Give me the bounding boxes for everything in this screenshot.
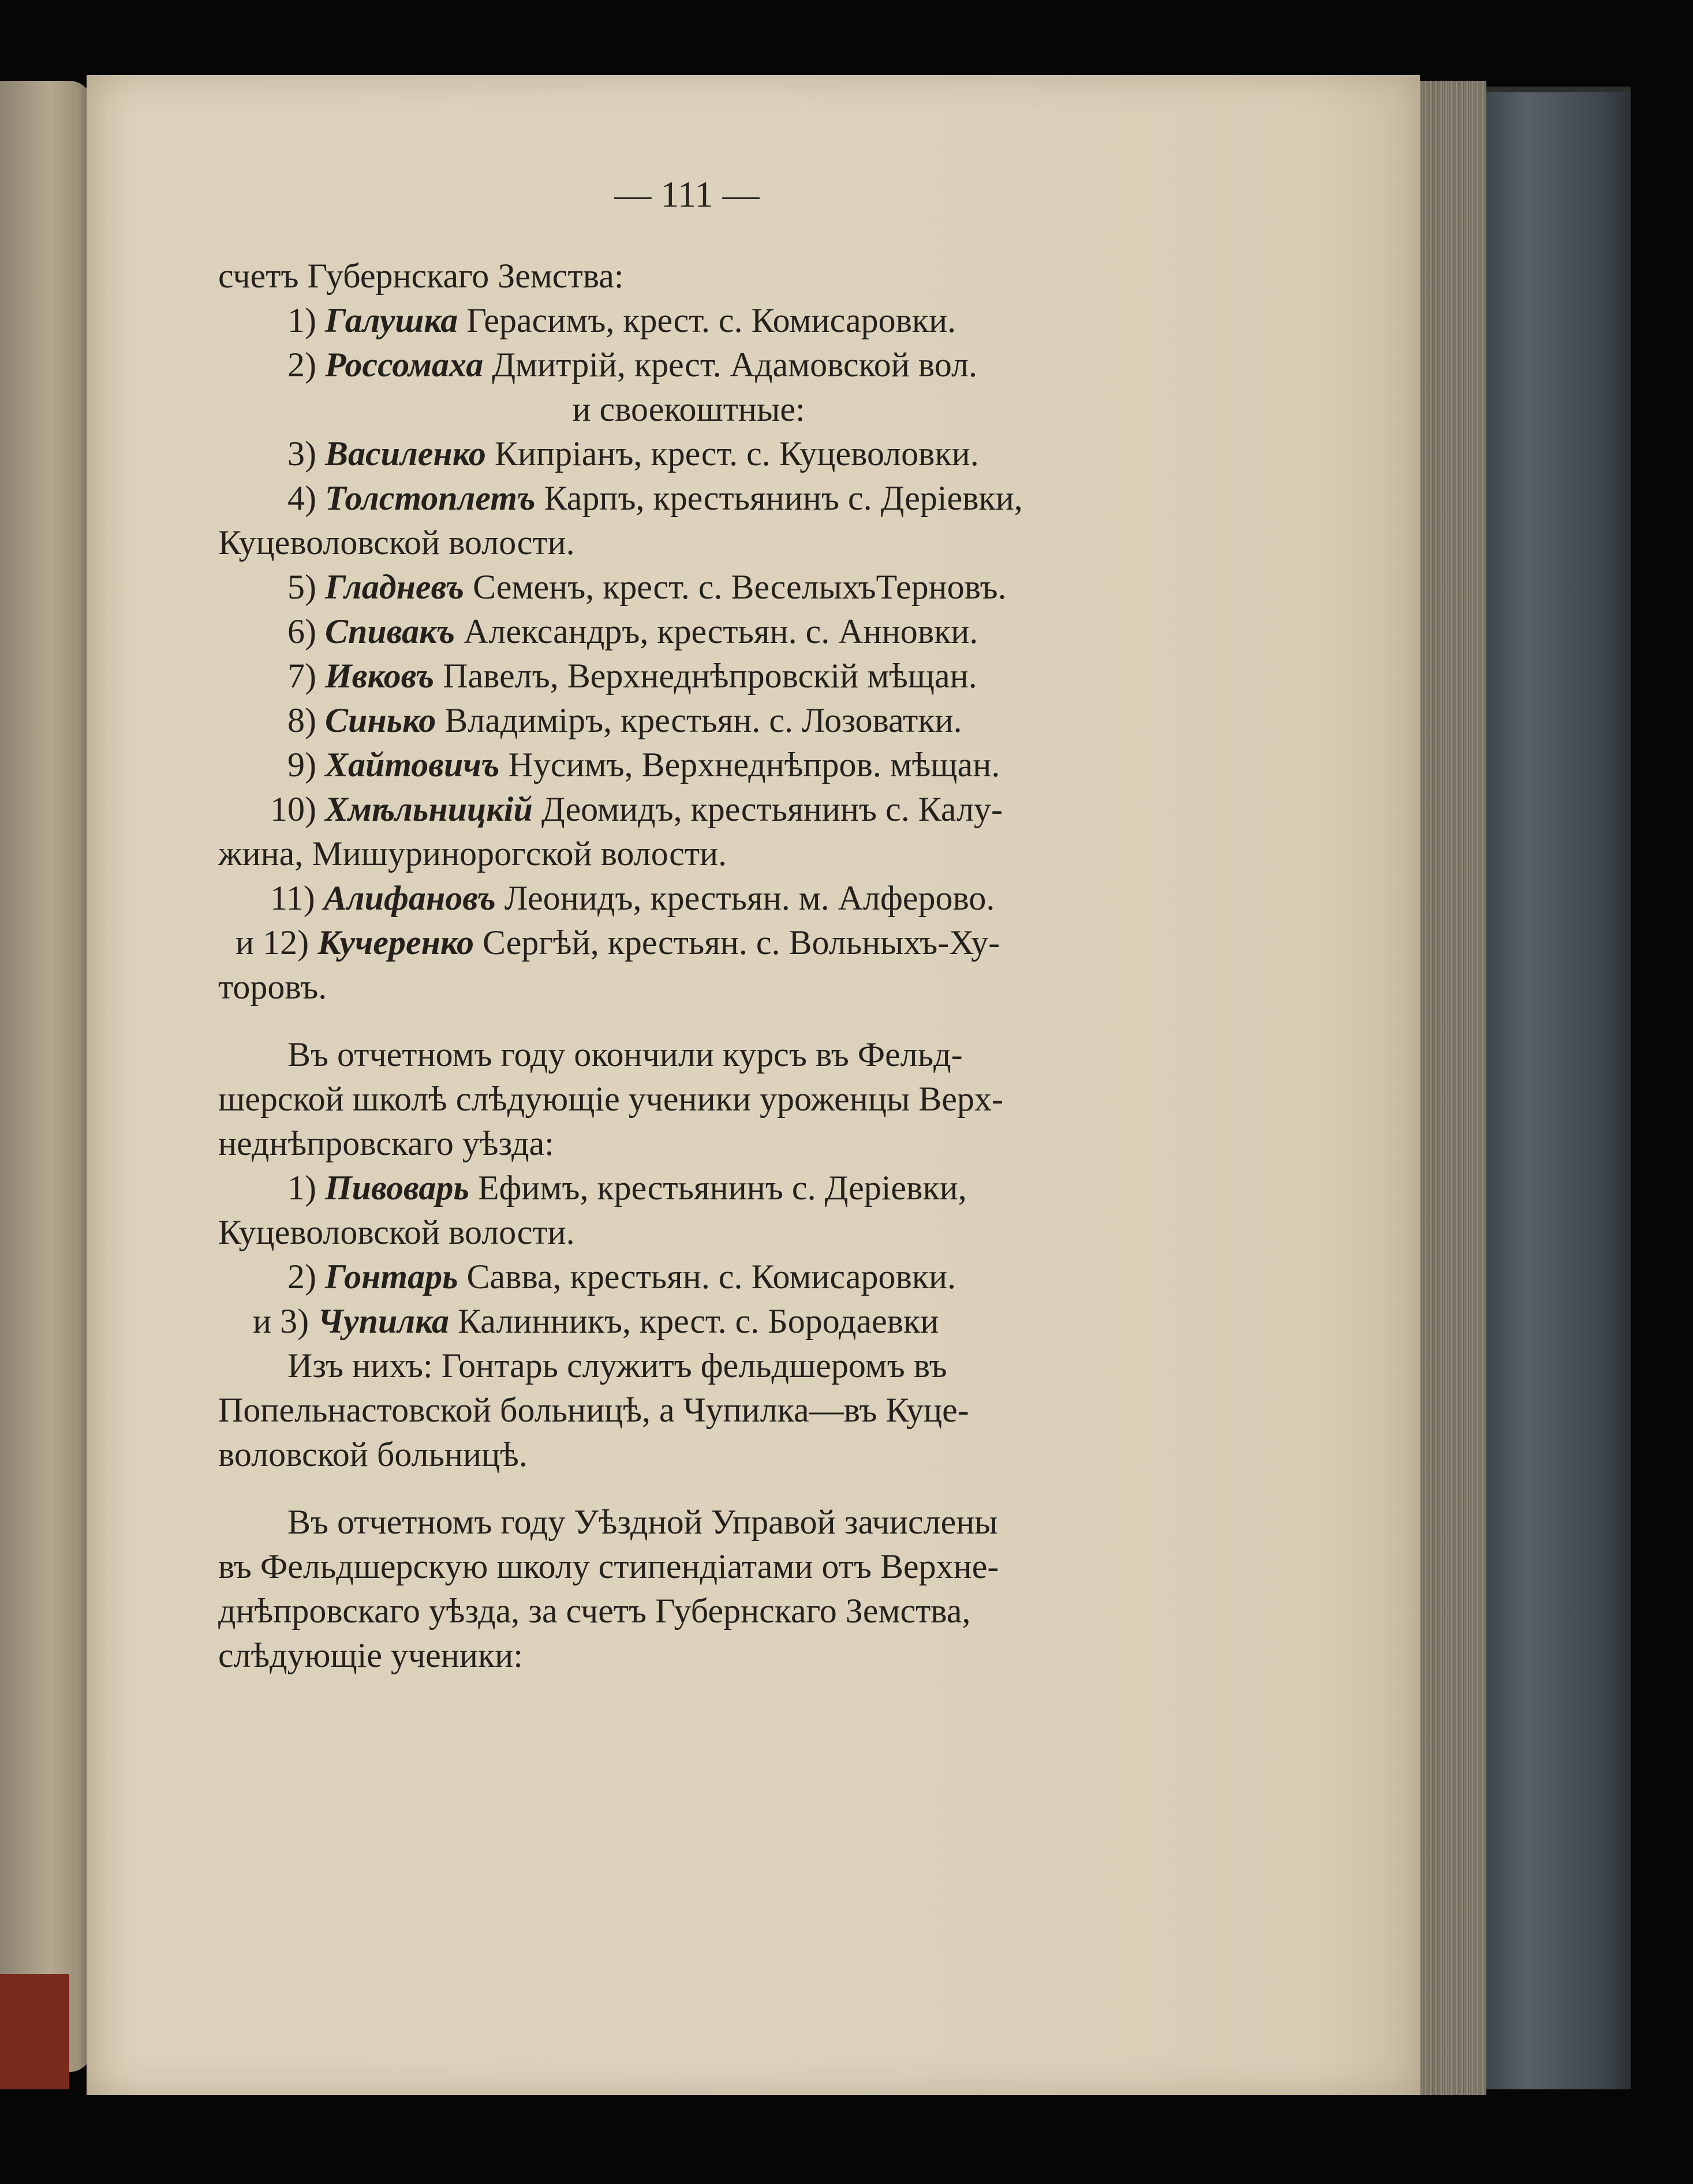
list-item (218, 1166, 1159, 1210)
list-item (218, 343, 1159, 387)
person-surname: Синько (324, 701, 436, 739)
text-line: Попельнастовской больницѣ, а Чупилка—въ Куце- (218, 1391, 969, 1429)
text-line: Куцеволовской волости. (218, 523, 575, 562)
person-surname: Россомаха (324, 346, 484, 384)
text-line: Въ отчетномъ году Уѣздной Управой зачислены (287, 1503, 998, 1541)
person-surname: Гладневъ (324, 568, 465, 606)
list-item (218, 1299, 1159, 1344)
list-item (218, 787, 1159, 832)
list-item (218, 432, 1159, 476)
person-surname: Чупилка (317, 1302, 450, 1340)
item-number: 6) (287, 612, 316, 650)
list-item (218, 298, 1159, 343)
list-item (218, 876, 1159, 921)
list-item (218, 743, 1159, 787)
text-line: торовъ. (218, 968, 327, 1006)
list-item (218, 1255, 1159, 1299)
item-text: Владиміръ, крестьян. с. Лозоватки. (436, 701, 962, 739)
list-item (218, 921, 1159, 965)
item-text: Александръ, крестьян. с. Анновки. (455, 612, 978, 650)
text-line: жина, Мишуринорогской волости. (218, 835, 727, 873)
item-number: 1) (287, 1169, 316, 1207)
item-text: Ефимъ, крестьянинъ с. Деріевки, (469, 1169, 967, 1207)
list-item (218, 698, 1159, 743)
text-line: днѣпровскаго уѣзда, за счетъ Губернскаго Земства, (218, 1592, 971, 1630)
item-text: Герасимъ, крест. с. Комисаровки. (458, 301, 956, 339)
person-surname: Алифановъ (323, 879, 496, 917)
text-line: неднѣпровскаго уѣзда: (218, 1124, 554, 1162)
item-number: 9) (287, 746, 316, 784)
item-text: Павелъ, Верхнеднѣпровскій мѣщан. (434, 657, 977, 695)
person-surname: Гонтарь (324, 1258, 458, 1296)
item-number: и 3) (253, 1302, 309, 1340)
list-item (218, 565, 1159, 609)
person-surname: Ивковъ (324, 657, 435, 695)
item-number: 8) (287, 701, 316, 739)
item-number: 10) (270, 790, 316, 828)
person-surname: Спивакъ (324, 612, 455, 650)
item-number: и 12) (236, 923, 309, 962)
section-subheading: и своекоштные: (572, 390, 805, 428)
text-line: въ Фельдшерскую школу стипендіатами отъ Верхне- (218, 1547, 999, 1585)
text-line: Изъ нихъ: Гонтарь служитъ фельдшеромъ въ (287, 1347, 947, 1385)
item-number: 3) (287, 435, 316, 473)
left-cover-corner (0, 1974, 69, 2089)
item-number: 7) (287, 657, 316, 695)
item-number: 5) (287, 568, 316, 606)
person-surname: Василенко (324, 435, 486, 473)
item-text: Калинникъ, крест. с. Бородаевки (449, 1302, 939, 1340)
text-line: Въ отчетномъ году окончили курсъ въ Фельд- (287, 1035, 963, 1074)
page-number: — 111 — (614, 174, 760, 215)
list-item (218, 609, 1159, 654)
item-number: 1) (287, 301, 316, 339)
person-surname: Кучеренко (317, 923, 474, 962)
item-number: 2) (287, 346, 316, 384)
person-surname: Хайтовичъ (324, 746, 500, 784)
person-surname: Хмѣльницкій (324, 790, 533, 828)
text-line: Куцеволовской волости. (218, 1213, 575, 1251)
item-number: 2) (287, 1258, 316, 1296)
left-page-edge (0, 81, 92, 2072)
text-line: воловской больницѣ. (218, 1435, 528, 1474)
item-number: 4) (287, 479, 316, 517)
text-line: счетъ Губернскаго Земства: (218, 257, 624, 295)
person-surname: Галушка (324, 301, 458, 339)
text-line: шерской школѣ слѣдующіе ученики уроженцы Верх- (218, 1080, 1003, 1118)
book-cover-right (1483, 92, 1631, 2089)
item-text: Деомидъ, крестьянинъ с. Калу- (532, 790, 1003, 828)
person-surname: Пивоварь (324, 1169, 469, 1207)
list-item (218, 654, 1159, 698)
item-text: Карпъ, крестьянинъ с. Деріевки, (535, 479, 1023, 517)
page-text (218, 254, 1159, 1678)
page-stack-edges (1417, 81, 1486, 2095)
item-text: Кипріанъ, крест. с. Куцеволовки. (485, 435, 979, 473)
item-text: Нусимъ, Верхнеднѣпров. мѣщан. (499, 746, 1000, 784)
item-text: Леонидъ, крестьян. м. Алферово. (495, 879, 995, 917)
item-number: 11) (270, 879, 315, 917)
item-text: Сергѣй, крестьян. с. Вольныхъ-Ху- (474, 923, 1000, 962)
item-text: Семенъ, крест. с. ВеселыхъТерновъ. (464, 568, 1007, 606)
item-text: Савва, крестьян. с. Комисаровки. (458, 1258, 956, 1296)
text-line: слѣдующіе ученики: (218, 1636, 523, 1674)
item-text: Дмитрій, крест. Адамовской вол. (483, 346, 977, 384)
person-surname: Толстоплетъ (324, 479, 536, 517)
list-item (218, 476, 1159, 521)
